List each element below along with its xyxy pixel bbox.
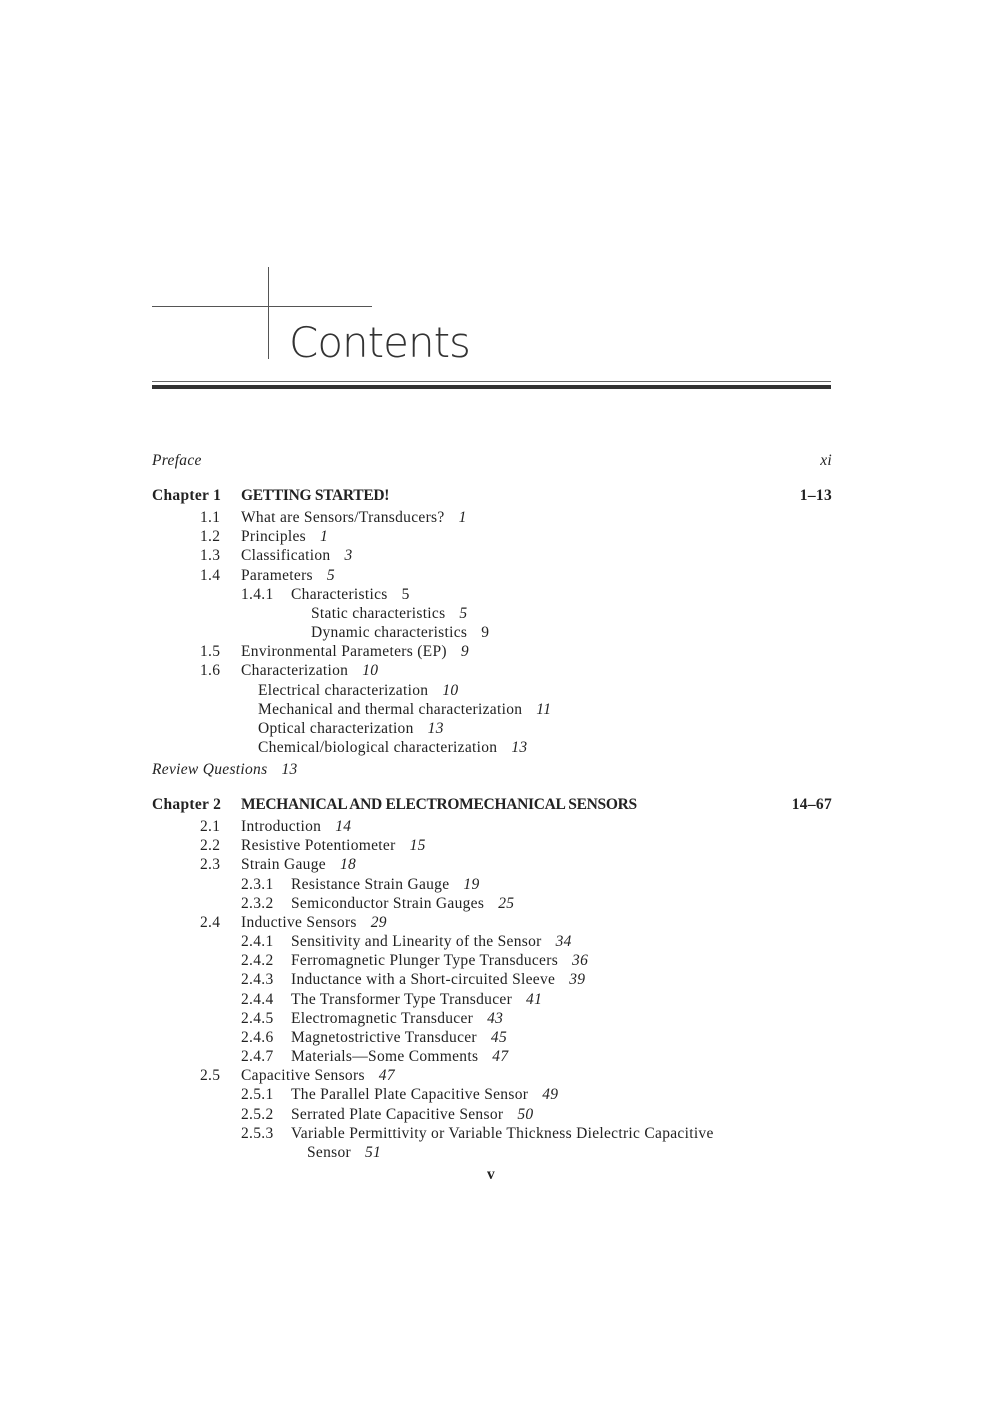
toc-entry[interactable]	[0, 836, 992, 856]
entry-page: 25	[498, 894, 515, 912]
chapter-pages: 14–67	[791, 796, 832, 813]
chapter-label: Chapter 2	[152, 796, 222, 813]
entry-title	[291, 951, 588, 971]
title-thick-rule	[152, 385, 831, 389]
entry-title-text: Variable Permittivity or Variable Thickness Dielectric Capacitive	[291, 1124, 714, 1142]
toc-entry[interactable]	[0, 875, 992, 895]
entry-title-text: Parameters	[241, 566, 313, 584]
entry-title-text: Materials—Some Comments	[291, 1048, 479, 1065]
entry-title	[241, 566, 335, 586]
entry-page: 10	[362, 662, 379, 680]
entry-number: 2.3.2	[241, 894, 274, 912]
entry-title-text: Static characteristics	[311, 604, 446, 622]
entry-page: 50	[517, 1105, 534, 1123]
entry-title-text: Magnetostrictive Transducer	[291, 1028, 477, 1046]
entry-title	[258, 738, 527, 758]
entry-number: 2.4.6	[241, 1028, 274, 1046]
entry-number: 2.4.2	[241, 952, 274, 970]
toc-entry[interactable]	[0, 990, 992, 1010]
entry-title	[241, 508, 467, 528]
entry-number: 1.4	[200, 566, 221, 584]
entry-page: 43	[487, 1009, 504, 1027]
review-page: 13	[281, 761, 298, 779]
toc-entry[interactable]	[0, 817, 992, 837]
entry-number: 2.4	[200, 913, 221, 931]
entry-title	[241, 913, 387, 933]
toc-entry[interactable]	[0, 1047, 992, 1067]
page-folio: v	[487, 1166, 496, 1183]
entry-page: 39	[569, 971, 586, 989]
toc-entry[interactable]	[0, 661, 992, 681]
entry-page: 9	[460, 643, 469, 661]
entry-number: 2.3.1	[241, 875, 274, 893]
entry-page: 5	[459, 604, 468, 622]
entry-title-text: Classification	[241, 547, 331, 565]
entry-page: 9	[481, 624, 490, 641]
entry-title	[241, 546, 353, 566]
chapter-pages: 1–13	[799, 487, 832, 504]
toc-entry[interactable]	[0, 932, 992, 952]
entry-page: 47	[378, 1067, 395, 1085]
toc-entry[interactable]	[0, 1009, 992, 1029]
toc-entry[interactable]	[0, 970, 992, 990]
entry-title	[241, 817, 351, 837]
entry-title-continued	[307, 1143, 381, 1163]
entry-title-text: The Parallel Plate Capacitive Sensor	[291, 1086, 529, 1104]
entry-number: 1.4.1	[241, 585, 274, 603]
entry-page: 47	[492, 1048, 509, 1065]
entry-title-text: Mechanical and thermal characterization	[258, 700, 523, 718]
entry-page: 18	[339, 856, 357, 874]
entry-title	[241, 836, 426, 856]
entry-number: 2.4.4	[241, 990, 274, 1008]
entry-page: 36	[572, 952, 589, 970]
toc-entry[interactable]	[0, 1105, 992, 1125]
toc-entry[interactable]	[0, 585, 992, 605]
chapter-heading[interactable]	[152, 486, 832, 506]
entry-page: 13	[511, 739, 528, 756]
review-label: Review Questions	[152, 761, 268, 779]
toc-entry[interactable]	[0, 1066, 992, 1086]
entry-page: 1	[320, 528, 329, 546]
entry-page: 15	[409, 837, 426, 855]
entry-title	[241, 527, 328, 547]
entry-page: 5	[326, 566, 335, 584]
entry-title	[241, 1066, 395, 1086]
entry-title-text: Inductance with a Short-circuited Sleeve	[291, 971, 556, 989]
entry-page: 34	[555, 933, 572, 950]
entry-title-text: Electrical characterization	[258, 681, 429, 699]
toc-entry[interactable]	[0, 738, 992, 758]
entry-number: 2.3	[200, 856, 221, 874]
entry-title-text: Serrated Plate Capacitive Sensor	[291, 1105, 504, 1123]
entry-title-text: Dynamic characteristics	[311, 624, 468, 641]
entry-number: 2.5	[200, 1067, 221, 1085]
entry-page: 45	[490, 1028, 507, 1046]
entry-title	[291, 932, 572, 952]
entry-number: 1.1	[200, 509, 221, 526]
toc-entry-continuation[interactable]	[0, 1143, 992, 1163]
entry-page: 11	[536, 700, 552, 718]
entry-number: 2.4.7	[241, 1048, 274, 1065]
entry-title-text: Sensitivity and Linearity of the Sensor	[291, 933, 542, 950]
entry-page: 14	[335, 818, 352, 835]
entry-title-cont-text: Sensor	[307, 1143, 351, 1161]
entry-title	[241, 642, 469, 662]
toc-entry[interactable]	[0, 1124, 992, 1144]
entry-number: 2.5.2	[241, 1105, 274, 1123]
toc-entry[interactable]	[0, 527, 992, 547]
entry-page: 5	[401, 585, 410, 603]
entry-title-text: Resistive Potentiometer	[241, 837, 396, 855]
entry-title-text: Optical characterization	[258, 719, 414, 737]
entry-page: 10	[442, 681, 459, 699]
entry-page: 19	[463, 875, 480, 893]
entry-number: 2.4.5	[241, 1009, 274, 1027]
entry-number: 2.4.3	[241, 971, 274, 989]
toc-entry[interactable]	[0, 546, 992, 566]
entry-title-text: Semiconductor Strain Gauges	[291, 894, 485, 912]
entry-title-text: Principles	[241, 528, 306, 546]
chapter-title: GETTING STARTED!	[241, 487, 390, 504]
entry-number: 2.2	[200, 837, 221, 855]
entry-title-text: Chemical/biological characterization	[258, 739, 498, 756]
toc-entry[interactable]	[0, 642, 992, 662]
chapter-label: Chapter 1	[152, 487, 222, 504]
toc-entry[interactable]	[0, 719, 992, 739]
entry-number: 1.2	[200, 528, 221, 546]
entry-title	[291, 1028, 507, 1048]
entry-title	[291, 585, 410, 605]
entry-title	[311, 604, 467, 624]
entry-title-text: Introduction	[241, 818, 322, 835]
entry-title	[311, 623, 489, 643]
entry-title	[291, 1085, 558, 1105]
entry-page: 1	[458, 509, 467, 526]
toc-entry[interactable]	[0, 604, 992, 624]
entry-title	[291, 875, 480, 895]
entry-title-text: Characteristics	[291, 585, 388, 603]
toc-entry[interactable]	[0, 700, 992, 720]
entry-title-text: The Transformer Type Transducer	[291, 990, 513, 1008]
entry-number: 1.6	[200, 662, 221, 680]
entry-title	[291, 894, 514, 914]
entry-title-text: Electromagnetic Transducer	[291, 1009, 474, 1027]
entry-title	[258, 700, 551, 720]
entry-page: 51	[365, 1143, 382, 1161]
toc-entry[interactable]	[0, 566, 992, 586]
entry-title-text: Ferromagnetic Plunger Type Transducers	[291, 952, 559, 970]
entry-title	[291, 990, 542, 1010]
entry-title-text: Capacitive Sensors	[241, 1067, 365, 1085]
toc-entry[interactable]	[0, 1028, 992, 1048]
entry-page: 13	[427, 719, 444, 737]
toc-entry[interactable]	[0, 951, 992, 971]
toc-entry[interactable]	[0, 894, 992, 914]
title-thin-rule	[152, 381, 831, 382]
entry-number: 1.5	[200, 643, 221, 661]
entry-title	[291, 1009, 503, 1029]
entry-page: 41	[526, 990, 543, 1008]
entry-number: 1.3	[200, 547, 221, 565]
entry-title	[291, 1105, 533, 1125]
heading-horizontal-rule	[152, 306, 372, 307]
entry-number: 2.4.1	[241, 933, 274, 950]
entry-title	[291, 970, 585, 990]
entry-title-text: What are Sensors/Transducers?	[241, 509, 445, 526]
entry-title	[241, 855, 356, 875]
entry-title	[258, 681, 458, 701]
entry-title	[291, 1047, 508, 1067]
entry-page: 3	[344, 547, 353, 565]
entry-title-text: Environmental Parameters (EP)	[241, 643, 447, 661]
toc-entry[interactable]	[0, 681, 992, 701]
entry-number: 2.5.1	[241, 1086, 274, 1104]
chapter-title: MECHANICAL AND ELECTROMECHANICAL SENSORS	[241, 796, 637, 813]
entry-title-text: Resistance Strain Gauge	[291, 875, 450, 893]
preface-page: xi	[820, 452, 832, 469]
heading-vertical-rule	[268, 267, 269, 359]
toc-entry[interactable]	[0, 855, 992, 875]
chapter-heading[interactable]	[152, 795, 832, 815]
entry-number: 2.1	[200, 818, 221, 835]
entry-number: 2.5.3	[241, 1124, 274, 1142]
preface-label: Preface	[152, 452, 202, 469]
page-title: Contents	[289, 318, 470, 367]
entry-page: 29	[370, 913, 387, 931]
entry-title-text: Inductive Sensors	[241, 913, 357, 931]
entry-title	[241, 661, 378, 681]
entry-title	[291, 1124, 714, 1144]
toc-entry[interactable]	[0, 508, 992, 528]
entry-title	[258, 719, 444, 739]
toc-entry[interactable]	[0, 913, 992, 933]
entry-title-text: Strain Gauge	[241, 856, 326, 874]
entry-title-text: Characterization	[241, 662, 349, 680]
entry-page: 49	[542, 1086, 559, 1104]
toc-entry[interactable]	[0, 623, 992, 643]
toc-entry[interactable]	[0, 1085, 992, 1105]
toc-preface[interactable]	[152, 451, 832, 471]
review-questions[interactable]	[152, 760, 298, 780]
